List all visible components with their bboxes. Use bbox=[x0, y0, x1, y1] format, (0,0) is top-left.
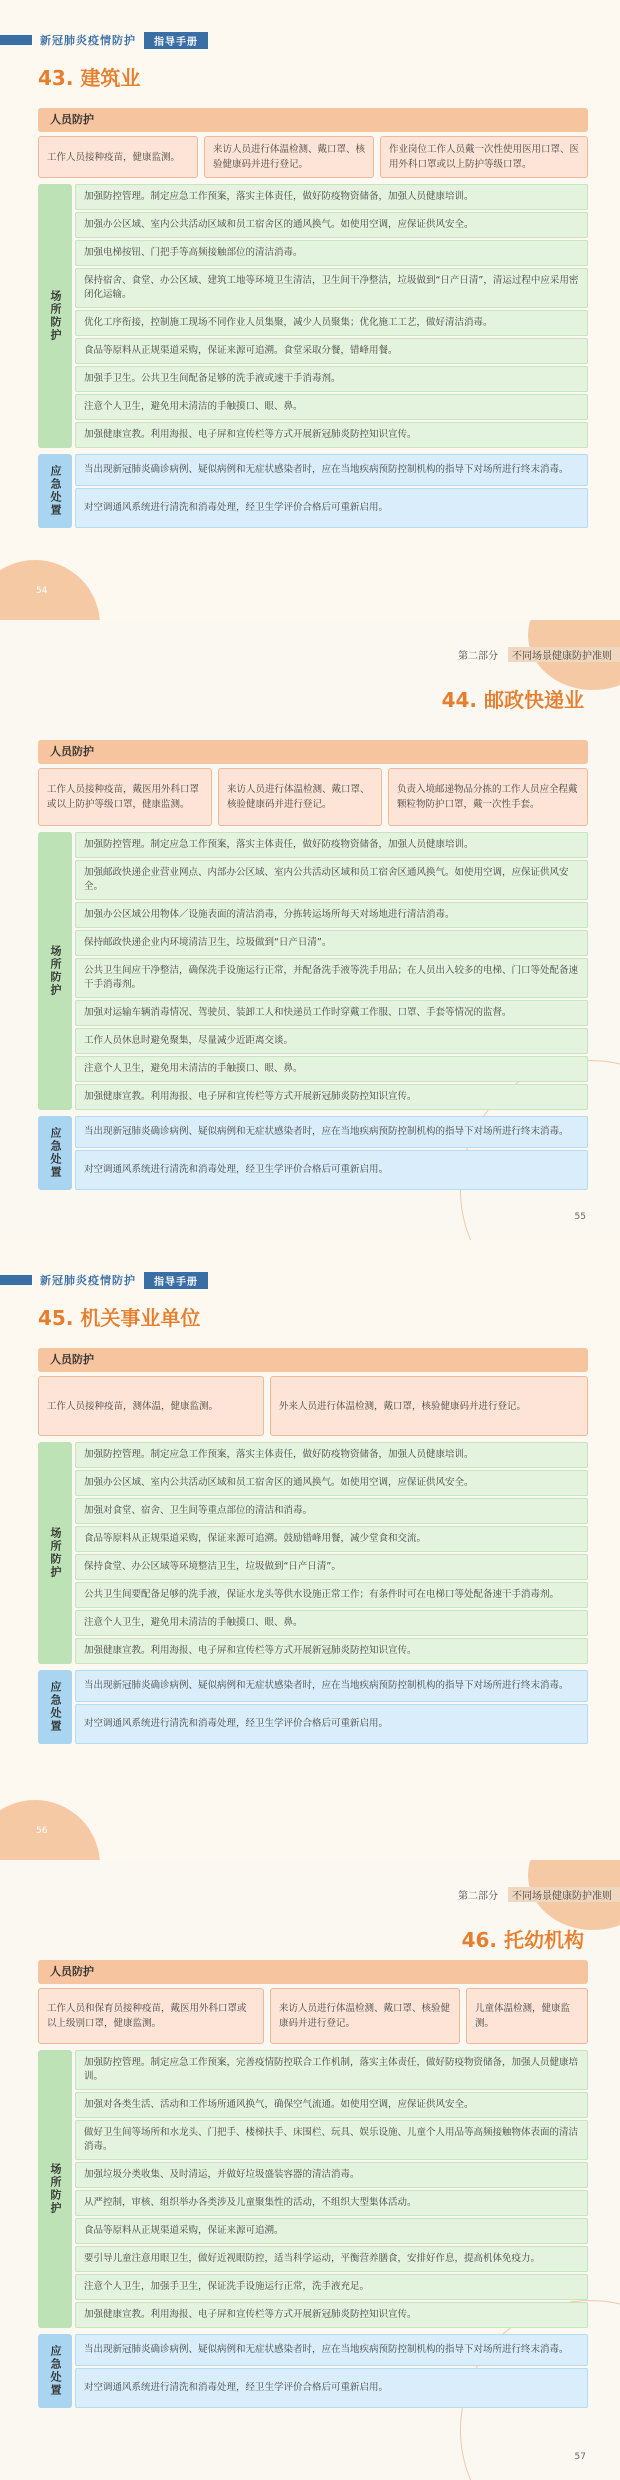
list-item: 做好卫生间等场所和水龙头、门把手、楼梯扶手、床围栏、玩具、娱乐设施、儿童个人用品等高频接触物体表面的清洁消毒。 bbox=[75, 2120, 588, 2160]
list-item: 当出现新冠肺炎确诊病例、疑似病例和无症状感染者时，应在当地疾病预防控制机构的指导下对场所进行终末消毒。 bbox=[75, 1670, 588, 1702]
list-item: 加强对食堂、宿舍、卫生间等重点部位的清洁和消毒。 bbox=[75, 1498, 588, 1524]
list-item: 公共卫生间应干净整洁，确保洗手设施运行正常，并配备洗手液等洗手用品；在人员出入较多的电梯、门口等处配备速干手消毒剂。 bbox=[75, 958, 588, 998]
list-item: 加强防控管理。制定应急工作预案，落实主体责任，做好防疫物资储备，加强人员健康培训。 bbox=[75, 832, 588, 858]
header-right bbox=[458, 1888, 620, 1900]
list-item: 食品等原料从正规渠道采购，保证来源可追溯。食堂采取分餐，错峰用餐。 bbox=[75, 338, 588, 364]
section-title: 45. 机关事业单位 bbox=[38, 1306, 201, 1330]
persons-row bbox=[38, 136, 588, 178]
person-cell: 作业岗位工作人员戴一次性使用医用口罩、医用外科口罩或以上防护等级口罩。 bbox=[380, 136, 588, 178]
venue-label: 场所防护 bbox=[38, 2050, 72, 2328]
emergency-label: 应急处置 bbox=[38, 454, 72, 528]
header-text: 新冠肺炎疫情防护 bbox=[40, 34, 136, 47]
content-section bbox=[38, 740, 588, 1190]
venue-group bbox=[38, 2050, 588, 2328]
list-item: 工作人员休息时避免聚集，尽量减少近距离交谈。 bbox=[75, 1028, 588, 1054]
venue-group bbox=[38, 1442, 588, 1664]
list-item: 加强健康宣教。利用海报、电子屏和宣传栏等方式开展新冠肺炎防控知识宣传。 bbox=[75, 1638, 588, 1664]
person-cell: 工作人员接种疫苗，测体温，健康监测。 bbox=[38, 1376, 264, 1436]
persons-header: 人员防护 bbox=[38, 1960, 588, 1984]
list-item: 优化工序衔接，控制施工现场不同作业人员集聚，减少人员聚集；优化施工工艺，做好清洁消毒。 bbox=[75, 310, 588, 336]
persons-row bbox=[38, 1376, 588, 1436]
header-part-title: 不同场景健康防护准则 bbox=[508, 1887, 620, 1902]
emergency-items bbox=[75, 1670, 588, 1744]
person-cell: 工作人员接种疫苗，戴医用外科口罩或以上防护等级口罩，健康监测。 bbox=[38, 768, 212, 826]
list-item: 加强对各类生活、活动和工作场所通风换气，确保空气流通。如使用空调，应保证供风安全。 bbox=[75, 2092, 588, 2118]
person-cell: 工作人员和保育员接种疫苗，戴医用外科口罩或以上级别口罩，健康监测。 bbox=[38, 1988, 264, 2044]
list-item: 加强对运输车辆消毒情况、驾驶员、装卸工人和快递员工作时穿戴工作服、口罩、手套等情况的监督。 bbox=[75, 1000, 588, 1026]
emergency-group bbox=[38, 1116, 588, 1190]
header-badge: 指导手册 bbox=[144, 1272, 208, 1289]
page-number: 57 bbox=[574, 2452, 586, 2462]
list-item: 加强防控管理。制定应急工作预案，落实主体责任，做好防疫物资储备，加强人员健康培训。 bbox=[75, 1442, 588, 1468]
person-cell: 负责入境邮递物品分拣的工作人员应全程戴颗粒物防护口罩，戴一次性手套。 bbox=[388, 768, 588, 826]
person-cell: 儿童体温检测，健康监测。 bbox=[466, 1988, 588, 2044]
header-bar bbox=[0, 35, 32, 45]
header-part: 第二部分 bbox=[458, 650, 498, 662]
list-item: 保持邮政快递企业内环境清洁卫生，垃圾做到“日产日清”。 bbox=[75, 930, 588, 956]
emergency-group bbox=[38, 2334, 588, 2408]
page-43 bbox=[0, 0, 620, 620]
list-item: 加强健康宣教。利用海报、电子屏和宣传栏等方式开展新冠肺炎防控知识宣传。 bbox=[75, 422, 588, 448]
list-item: 加强防控管理。制定应急工作预案，完善疫情防控联合工作机制，落实主体责任，做好防疫物资储备，加强人员健康培训。 bbox=[75, 2050, 588, 2090]
person-cell: 工作人员接种疫苗，健康监测。 bbox=[38, 136, 198, 178]
emergency-label: 应急处置 bbox=[38, 1670, 72, 1744]
list-item: 加强手卫生。公共卫生间配备足够的洗手液或速干手消毒剂。 bbox=[75, 366, 588, 392]
emergency-label: 应急处置 bbox=[38, 1116, 72, 1190]
emergency-items bbox=[75, 1116, 588, 1190]
page-number: 56 bbox=[36, 1826, 48, 1836]
list-item: 公共卫生间要配备足够的洗手液，保证水龙头等供水设施正常工作；有条件时可在电梯口等处配备速干手消毒剂。 bbox=[75, 1582, 588, 1608]
venue-items bbox=[75, 1442, 588, 1664]
header-bar bbox=[0, 1275, 32, 1285]
list-item: 要引导儿童注意用眼卫生，做好近视眼防控，适当科学运动，平衡营养膳食，安排好作息，提高机体免疫力。 bbox=[75, 2246, 588, 2272]
list-item: 食品等原料从正规渠道采购，保证来源可追溯。 bbox=[75, 2218, 588, 2244]
list-item: 注意个人卫生，避免用未清洁的手触摸口、眼、鼻。 bbox=[75, 1056, 588, 1082]
persons-row bbox=[38, 1988, 588, 2044]
list-item: 食品等原料从正规渠道采购，保证来源可追溯。鼓励错峰用餐，减少堂食和交流。 bbox=[75, 1526, 588, 1552]
list-item: 从严控制，审核、组织举办各类涉及儿童聚集性的活动，不组织大型集体活动。 bbox=[75, 2190, 588, 2216]
page-number: 54 bbox=[36, 586, 48, 596]
venue-items bbox=[75, 184, 588, 448]
list-item: 加强垃圾分类收集、及时清运，并做好垃圾盛装容器的清洁消毒。 bbox=[75, 2162, 588, 2188]
list-item: 当出现新冠肺炎确诊病例、疑似病例和无症状感染者时，应在当地疾病预防控制机构的指导下对场所进行终末消毒。 bbox=[75, 2334, 588, 2366]
section-title: 43. 建筑业 bbox=[38, 66, 141, 90]
list-item: 注意个人卫生，加强手卫生，保证洗手设施运行正常，洗手液充足。 bbox=[75, 2274, 588, 2300]
persons-header: 人员防护 bbox=[38, 740, 588, 764]
list-item: 加强邮政快递企业营业网点、内部办公区域、室内公共活动区域和员工宿舍区通风换气。如使用空调，应保证供风安全。 bbox=[75, 860, 588, 900]
list-item: 加强健康宣教。利用海报、电子屏和宣传栏等方式开展新冠肺炎防控知识宣传。 bbox=[75, 2302, 588, 2328]
person-cell: 来访人员进行体温检测、戴口罩、核验健康码并进行登记。 bbox=[204, 136, 374, 178]
header-text: 新冠肺炎疫情防护 bbox=[40, 1274, 136, 1287]
list-item: 对空调通风系统进行清洗和消毒处理，经卫生学评价合格后可重新启用。 bbox=[75, 488, 588, 528]
header-part-title: 不同场景健康防护准则 bbox=[508, 647, 620, 662]
list-item: 对空调通风系统进行清洗和消毒处理，经卫生学评价合格后可重新启用。 bbox=[75, 2368, 588, 2408]
page-44 bbox=[0, 620, 620, 1240]
section-title: 44. 邮政快递业 bbox=[441, 688, 584, 712]
header-left bbox=[0, 34, 208, 46]
page-46 bbox=[0, 1860, 620, 2480]
list-item: 加强电梯按钮、门把手等高频接触部位的清洁消毒。 bbox=[75, 240, 588, 266]
list-item: 当出现新冠肺炎确诊病例、疑似病例和无症状感染者时，应在当地疾病预防控制机构的指导下对场所进行终末消毒。 bbox=[75, 454, 588, 486]
venue-label: 场所防护 bbox=[38, 832, 72, 1110]
content-section bbox=[38, 108, 588, 528]
emergency-items bbox=[75, 2334, 588, 2408]
emergency-label: 应急处置 bbox=[38, 2334, 72, 2408]
person-cell: 来访人员进行体温检测、戴口罩、核验健康码并进行登记。 bbox=[218, 768, 382, 826]
decor-circle bbox=[0, 1800, 100, 1860]
header-badge: 指导手册 bbox=[144, 32, 208, 49]
venue-items bbox=[75, 832, 588, 1110]
header-part: 第二部分 bbox=[458, 1890, 498, 1902]
content-section bbox=[38, 1348, 588, 1744]
person-cell: 来访人员进行体温检测、戴口罩、核验健康码并进行登记。 bbox=[270, 1988, 460, 2044]
list-item: 注意个人卫生，避免用未清洁的手触摸口、眼、鼻。 bbox=[75, 1610, 588, 1636]
emergency-group bbox=[38, 1670, 588, 1744]
content-section bbox=[38, 1960, 588, 2408]
list-item: 加强防控管理。制定应急工作预案，落实主体责任，做好防疫物资储备，加强人员健康培训。 bbox=[75, 184, 588, 210]
persons-header: 人员防护 bbox=[38, 108, 588, 132]
emergency-group bbox=[38, 454, 588, 528]
list-item: 加强办公区域、室内公共活动区域和员工宿舍区的通风换气。如使用空调，应保证供风安全。 bbox=[75, 212, 588, 238]
venue-group bbox=[38, 832, 588, 1110]
page-45 bbox=[0, 1240, 620, 1860]
list-item: 加强办公区域公用物体／设施表面的清洁消毒，分拣转运场所每天对场地进行清洁消毒。 bbox=[75, 902, 588, 928]
emergency-items bbox=[75, 454, 588, 528]
list-item: 保持食堂、办公区域等环境整洁卫生，垃圾做到“日产日清”。 bbox=[75, 1554, 588, 1580]
list-item: 对空调通风系统进行清洗和消毒处理，经卫生学评价合格后可重新启用。 bbox=[75, 1150, 588, 1190]
list-item: 加强健康宣教。利用海报、电子屏和宣传栏等方式开展新冠肺炎防控知识宣传。 bbox=[75, 1084, 588, 1110]
header-left bbox=[0, 1274, 208, 1286]
header-right bbox=[458, 648, 620, 660]
venue-label: 场所防护 bbox=[38, 184, 72, 448]
list-item: 对空调通风系统进行清洗和消毒处理，经卫生学评价合格后可重新启用。 bbox=[75, 1704, 588, 1744]
persons-row bbox=[38, 768, 588, 826]
page-number: 55 bbox=[574, 1212, 586, 1222]
list-item: 注意个人卫生，避免用未清洁的手触摸口、眼、鼻。 bbox=[75, 394, 588, 420]
persons-header: 人员防护 bbox=[38, 1348, 588, 1372]
decor-circle bbox=[0, 560, 100, 620]
list-item: 加强办公区域、室内公共活动区域和员工宿舍区的通风换气。如使用空调，应保证供风安全。 bbox=[75, 1470, 588, 1496]
venue-items bbox=[75, 2050, 588, 2328]
list-item: 当出现新冠肺炎确诊病例、疑似病例和无症状感染者时，应在当地疾病预防控制机构的指导下对场所进行终末消毒。 bbox=[75, 1116, 588, 1148]
section-title: 46. 托幼机构 bbox=[461, 1928, 584, 1952]
person-cell: 外来人员进行体温检测，戴口罩，核验健康码并进行登记。 bbox=[270, 1376, 588, 1436]
list-item: 保持宿舍、食堂、办公区域、建筑工地等环境卫生清洁，卫生间干净整洁，垃圾做到“日产日清”，清运过程中应采用密闭化运输。 bbox=[75, 268, 588, 308]
venue-group bbox=[38, 184, 588, 448]
venue-label: 场所防护 bbox=[38, 1442, 72, 1664]
